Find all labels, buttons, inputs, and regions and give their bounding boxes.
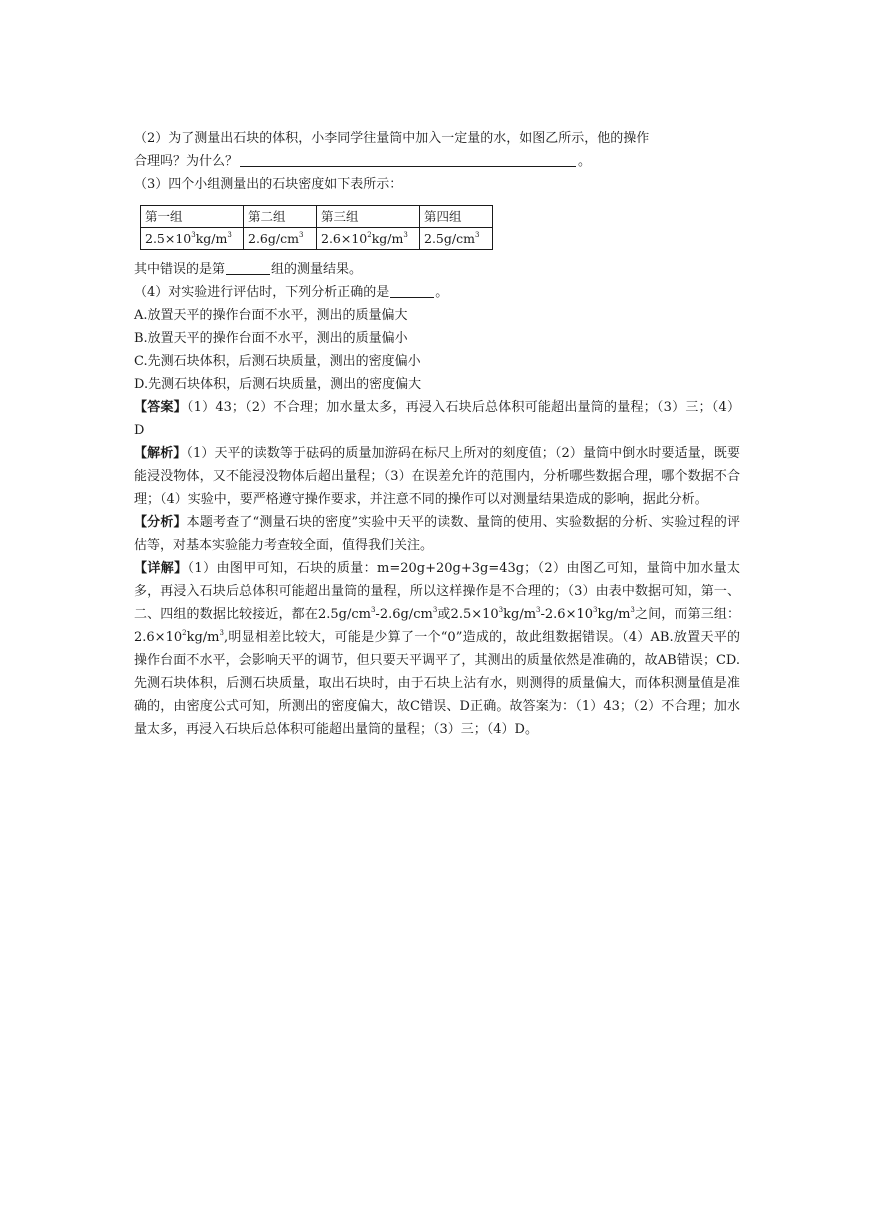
fenxi-label: 【分析】 bbox=[134, 515, 187, 530]
table-header-group-3: 第三组 bbox=[317, 206, 420, 228]
question-3-intro: （3）四个小组测量出的石块密度如下表所示： bbox=[134, 177, 403, 192]
table-value-group-3: $2.6\times 10^2kg/m^3$ bbox=[317, 228, 420, 250]
xiangjie-label: 【详解】 bbox=[134, 561, 188, 576]
table-header-group-1: 第一组 bbox=[141, 206, 244, 228]
answer-label: 【答案】 bbox=[134, 400, 187, 415]
question-2-line-2 bbox=[134, 150, 740, 173]
jiexi-text: （1）天平的读数等于砝码的质量加游码在标尺上所对的刻度值；（2）量筒中倒水时要适量，既要能浸没物体，又不能浸没物体后超出量程；（3）在误差允许的范围内，分析哪些数据合理，哪个数据不合理；（4）实验中，要严格遵守操作要求，并注意不同的操作可以对测量结果造成的影响，据此分析。 bbox=[134, 446, 740, 507]
xiangjie-section: 【详解】（1）由图甲可知，石块的质量：m=20g+20g+3g=43g；（2）由图乙可知，量筒中加水量太多，再浸入石块后总体积可能超出量筒的量程，所以这样操作是不合理的；（3）由表中数据可知，第一、二、四组的数据比较接近，都在$2.5g/cm^3-2.6g/cm^3$或$2.5\times 10^3kg/m^3-2.6\times 10^3kg/m^3$之间，而第三组：$2.6\times 10^2kg/m^3$,明显相差比较大，可能是少算了一个“0”造成的，故此组数据错误。（4）AB.放置天平的操作台面不水平，会影响天平的调节，但只要天平调平了，其测出的质量依然是准确的，故AB错误；CD. 先测石块体积，后测石块质量，取出石块时，由于石块上沾有水，则测得的质量偏大，而体积测量值是准确的，由密度公式可知，所测出的密度偏大，故C错误、D正确。故答案为：（1）43；（2）不合理；加水量太多，再浸入石块后总体积可能超出量筒的量程；（3）三；（4）D。 bbox=[134, 561, 740, 737]
answer-blank-2 bbox=[240, 151, 576, 167]
fenxi-section bbox=[134, 511, 740, 557]
jiexi-section bbox=[134, 442, 740, 511]
table-header-group-4: 第四组 bbox=[420, 206, 493, 228]
table-value-group-1: $2.5\times 10^3kg/m^3$ bbox=[141, 228, 244, 250]
density-table bbox=[140, 205, 493, 250]
table-value-group-4: $2.5g/cm^3$ bbox=[420, 228, 493, 250]
jiexi-label: 【解析】 bbox=[134, 446, 187, 461]
option-d: D.先测石块体积，后测石块质量，测出的密度偏大 bbox=[134, 377, 422, 392]
question-2-line-1: （2）为了测量出石块的体积，小李同学往量筒中加入一定量的水，如图乙所示，他的操作 bbox=[134, 131, 650, 146]
option-b: B.放置天平的操作台面不水平，测出的质量偏小 bbox=[134, 331, 408, 346]
answer-text: （1）43；（2）不合理；加水量太多，再浸入石块后总体积可能超出量筒的量程；（3）三；（4）D bbox=[134, 400, 740, 438]
question-3-followup: 其中错误的是第 组的测量结果。 bbox=[134, 258, 740, 281]
option-c: C.先测石块体积，后测石块质量，测出的密度偏小 bbox=[134, 354, 421, 369]
document-content bbox=[134, 127, 740, 741]
answer-blank-3 bbox=[226, 259, 270, 275]
table-value-group-2: $2.6g/cm^3$ bbox=[244, 228, 317, 250]
fenxi-text: 本题考查了“测量石块的密度”实验中天平的读数、量筒的使用、实验数据的分析、实验过程的评估等，对基本实验能力考查较全面，值得我们关注。 bbox=[134, 515, 740, 553]
option-a: A.放置天平的操作台面不水平，测出的质量偏大 bbox=[134, 308, 408, 323]
table-header-group-2: 第二组 bbox=[244, 206, 317, 228]
question-4-intro: （4）对实验进行评估时，下列分析正确的是 。 bbox=[134, 281, 740, 304]
density-table-header-row bbox=[141, 206, 493, 228]
question-2-prompt: 合理吗？为什么？ bbox=[134, 154, 239, 169]
answer-blank-4 bbox=[390, 282, 434, 298]
question-2-end: 。 bbox=[578, 154, 592, 169]
density-table-value-row bbox=[141, 228, 493, 250]
answer-section bbox=[134, 396, 740, 442]
